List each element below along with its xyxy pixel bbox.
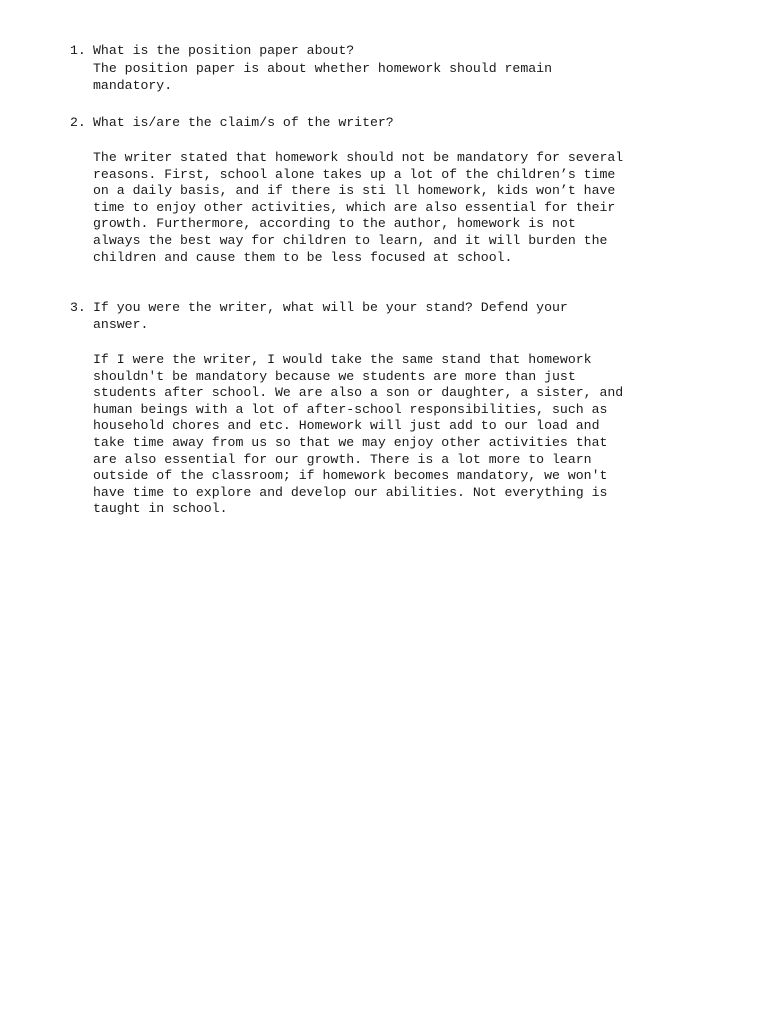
question-text: If you were the writer, what will be your stand? Defend your answer. [93,300,568,332]
question-text: What is/are the claim/s of the writer? [93,115,394,130]
answer-text: The writer stated that homework should not be mandatory for several reasons. First, school alone takes up a lot of the children’s time on a daily basis, and if there is sti ll homework, kids won’t have time to enjoy other activities, which are also essential for their growth. Furthermore, according to the author, homework is not always the best way for children to learn, and it will burden the children and cause them to be less focused at school. [93,150,624,265]
question-number: 1. [70,43,86,58]
answer-text: The position paper is about whether homework should remain mandatory. [93,61,552,93]
question-text: What is the position paper about? [93,43,355,58]
question-number: 2. [70,115,86,130]
question-number: 3. [70,300,86,315]
answer-text: If I were the writer, I would take the same stand that homework shouldn't be mandatory because we students are more than just students after school. We are also a son or daughter, a sister, and human beings with a lot of after-school responsibilities, such as household chores and etc. Homework will just add to our load and take time away from us so that we may enjoy other activities that are also essential for our growth. There is a lot more to learn outside of the classroom; if homework becomes mandatory, we won't have time to explore and develop our abilities. Not everything is taught in school. [93,352,624,517]
